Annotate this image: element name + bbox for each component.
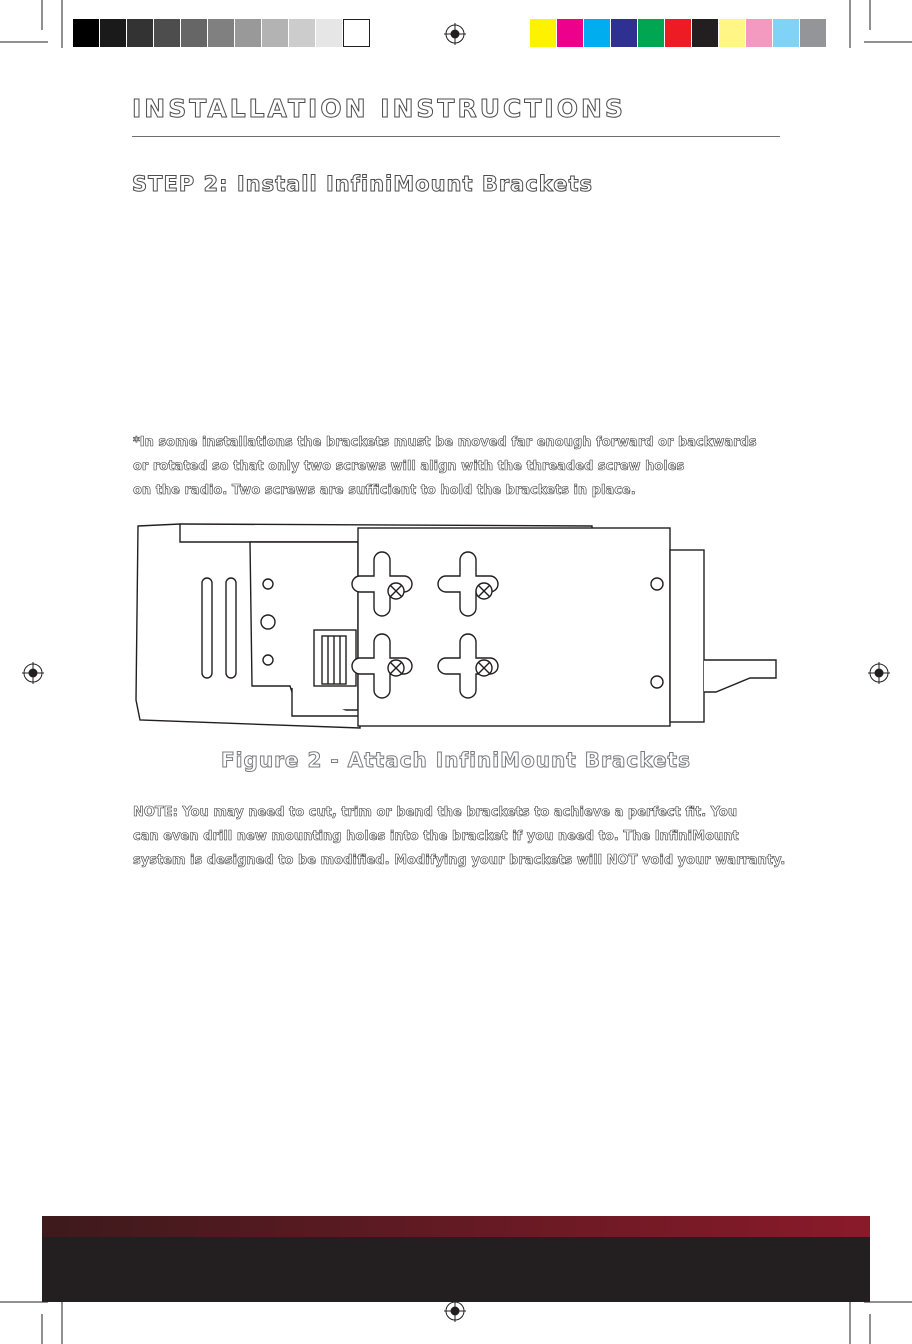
page-heading: INSTALLATION INSTRUCTIONS (132, 94, 626, 123)
footer-accent-bar (42, 1216, 870, 1237)
footnote-paragraph (133, 431, 793, 503)
note-line: NOTE: You may need to cut, trim or bend the brackets to achieve a perfect fit. You (133, 805, 738, 820)
registration-mark-right-icon (868, 662, 890, 684)
heading-divider (132, 136, 780, 137)
footnote-line: *In some installations the brackets must be moved far enough forward or backwards (133, 435, 757, 450)
footnote-line: or rotated so that only two screws will align with the threaded screw holes (133, 459, 685, 474)
figure-caption: Figure 2 - Attach InfiniMount Brackets (221, 748, 691, 772)
note-paragraph (133, 801, 793, 873)
step-title: STEP 2: Install InfiniMount Brackets (132, 172, 593, 196)
registration-mark-top-icon (444, 23, 466, 45)
registration-mark-bottom-icon (444, 1300, 466, 1322)
note-line: can even drill new mounting holes into the bracket if you need to. The InfiniMount (133, 829, 739, 844)
footnote-line: on the radio. Two screws are sufficient to hold the brackets in place. (133, 483, 636, 498)
footer-dark-bar (42, 1237, 870, 1302)
registration-mark-left-icon (22, 662, 44, 684)
bracket-diagram (130, 520, 780, 730)
note-line: system is designed to be modified. Modifying your brackets will NOT void your warranty. (133, 853, 786, 868)
